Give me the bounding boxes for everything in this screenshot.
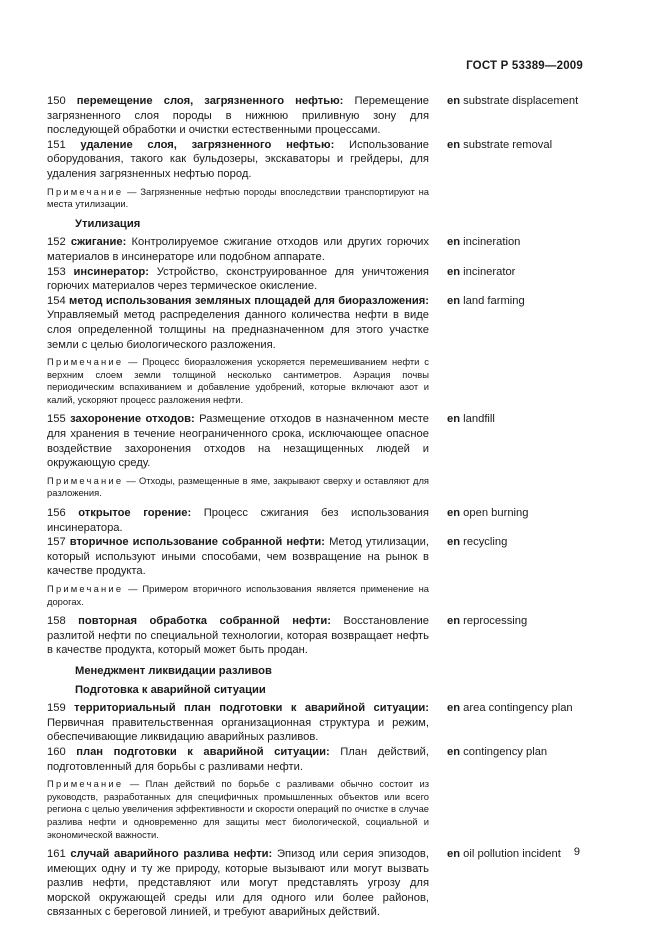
term-ru: 161 случай аварийного разлива нефти: Эпизод или серия эпизодов, имеющих одну и ту же природу, которые вызывают или могут вызвать разлив нефти, представляют или могут представлять угрозу для морской окружающей среды или для одного или более районов, связанных с береговой линией, и требуют аварийных действий. xyxy=(47,848,429,919)
term-name: инсинератор: xyxy=(73,265,149,278)
term-name: вторичное использование собранной нефти: xyxy=(69,536,326,549)
term-ru: 154 метод использования земляных площадей для биоразложения: Управляемый метод распределения данного количества нефти в виде слоя определенной толщины на предназначенном для этого участке земли с целью биологического разложения. xyxy=(47,294,429,351)
term-name: открытое горение: xyxy=(78,507,192,520)
term-entry-161 xyxy=(47,847,587,920)
term-name: метод использования земляных площадей для биоразложения: xyxy=(69,294,429,307)
term-entry-160 xyxy=(47,745,587,774)
term-en: en incineration xyxy=(447,236,521,249)
term-ru: 160 план подготовки к аварийной ситуации: План действий, подготовленный для борьбы с разливами нефти. xyxy=(47,745,430,773)
term-entry-153 xyxy=(47,265,587,294)
term-name: удаление слоя, загрязненного нефтью: xyxy=(80,138,335,151)
term-en: en reprocessing xyxy=(447,615,528,628)
note-157: Примечание — Примером вторичного использования является применение на дорогах. xyxy=(47,583,429,607)
term-en: en open burning xyxy=(447,507,529,520)
note-155: Примечание — Отходы, размещенные в яме, закрывают сверху и оставляют для разложения. xyxy=(47,474,429,499)
term-en: en area contingency plan xyxy=(447,702,573,715)
term-ru: 156 открытое горение: Процесс сжигания без использования инсинератора. xyxy=(47,507,429,534)
term-entry-157 xyxy=(47,535,587,579)
term-name: повторная обработка собранной нефти: xyxy=(78,615,331,628)
note-160: Примечание — План действий по борьбе с разливами обычно состоит из руководств, разработанных для специфичных промышленных объектов или всего региона с целью увеличения эффективности и скорости операций по очистке в случае разлива нефти и одновременно для защиты мест биологической, социальной и экономической важности. xyxy=(47,778,429,840)
term-name: план подготовки к аварийной ситуации: xyxy=(76,745,330,758)
term-en: en landfill xyxy=(447,413,495,426)
term-en: en incinerator xyxy=(447,265,516,278)
term-ru: 152 сжигание: Контролируемое сжигание отходов или других горючих материалов в инсинераторе или подобном аппарате. xyxy=(47,236,430,263)
term-entry-158 xyxy=(47,614,587,658)
term-en: en land farming xyxy=(447,294,525,307)
term-en: en oil pollution incident xyxy=(447,848,561,861)
term-ru: 155 захоронение отходов: Размещение отходов в назначенном месте для хранения в течение неограниченного срока, исключающее опасное воздействие захоронения отходов на незащищенных людей и окружающую среду. xyxy=(47,413,429,470)
term-entry-155 xyxy=(47,412,587,470)
section-heading-preparedness: Подготовка к аварийной ситуации xyxy=(75,683,266,696)
document-header: ГОСТ Р 53389—2009 xyxy=(466,60,583,72)
term-en: en substrate removal xyxy=(447,138,553,151)
term-ru: 157 вторичное использование собранной нефти: Метод утилизации, который используют иными способами, чем возвращение на рынок в качестве продукта. xyxy=(47,536,430,578)
term-name: сжигание: xyxy=(70,236,127,249)
term-entry-152 xyxy=(47,235,587,264)
term-name: территориальный план подготовки к аварийной ситуации: xyxy=(74,702,429,715)
note-154: Примечание — Процесс биоразложения ускоряется перемешиванием нефти с верхним слоем земли толщиной несколько сантиметров. Аэрация почвы периодическим вспахиванием и добавление удобрений, которые включают азот и калий, ускоряют процесс разложения нефти. xyxy=(47,356,429,405)
term-entry-159 xyxy=(47,701,587,745)
term-en: en recycling xyxy=(447,536,508,549)
page-number: 9 xyxy=(573,846,580,858)
term-name: перемещение слоя, загрязненного нефтью: xyxy=(76,95,344,107)
term-name: захоронение отходов: xyxy=(70,413,195,426)
term-ru: 158 повторная обработка собранной нефти: Восстановление разлитой нефти по специальной технологии, которая возвращает нефть в качестве продукта, который может быть продан. xyxy=(47,615,430,657)
section-heading-management: Менеджмент ликвидации разливов xyxy=(75,664,272,677)
term-entry-150 xyxy=(47,94,587,138)
term-en: en substrate displacement xyxy=(447,95,579,107)
term-entry-156 xyxy=(47,506,587,535)
section-heading-utilization: Утилизация xyxy=(75,217,141,230)
term-ru: 150 перемещение слоя, загрязненного нефтью: Перемещение загрязненного слоя породы в нижнюю приливную зону для последующей обработки и очистки естественными процессами. xyxy=(47,95,430,137)
term-entry-154 xyxy=(47,294,587,352)
term-en: en contingency plan xyxy=(447,745,548,758)
term-ru: 153 инсинератор: Устройство, сконструированное для уничтожения горючих материалов через термическое окисление. xyxy=(47,265,429,293)
term-ru: 151 удаление слоя, загрязненного нефтью: Использование оборудования, такого как бульдозеры, экскаваторы и грейдеры, для удаления загрязненных нефтью пород. xyxy=(47,138,429,180)
term-ru: 159 территориальный план подготовки к аварийной ситуации: Первичная правительственная организационная структура и режим, обеспечивающие ликвидацию аварийных разливов. xyxy=(47,702,429,744)
terms-list xyxy=(47,94,587,920)
term-entry-151 xyxy=(47,138,587,182)
note-151: Примечание — Загрязненные нефтью породы впоследствии транспортируют на места утилизации. xyxy=(47,185,429,210)
term-name: случай аварийного разлива нефти: xyxy=(70,848,273,861)
